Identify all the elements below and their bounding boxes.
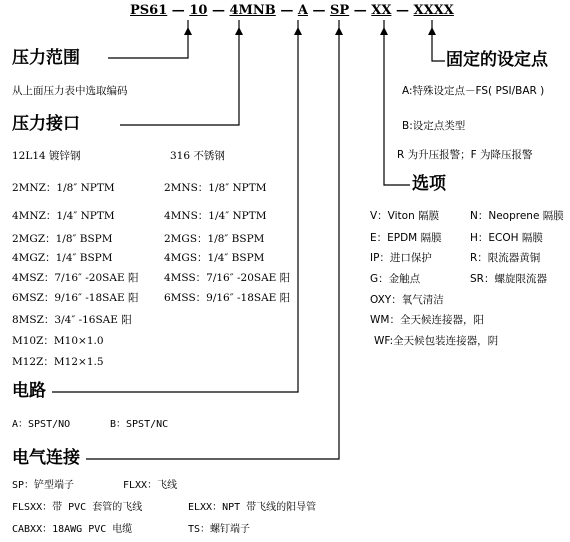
part-code: [130, 4, 454, 17]
arrow-pressure-range: [184, 27, 192, 35]
circuit-option-a: A：SPST/NO: [12, 419, 71, 430]
setpoint-heading: 固定的设定点: [446, 50, 548, 70]
pressure-port-col2-title: 316 不锈钢: [170, 150, 225, 162]
arrow-setpoint: [428, 27, 436, 35]
port-option: 2MNZ：1/8″ NPTM: [12, 182, 115, 194]
port-option: 4MSZ：7/16″ -20SAE 阳: [12, 272, 139, 284]
options-heading: 选项: [412, 174, 446, 194]
port-option: 4MGZ：1/4″ BSPM: [12, 252, 113, 264]
circuit-option-b: B：SPST/NC: [110, 419, 169, 430]
option-item: WM：全天候连接器，阳: [370, 314, 484, 326]
code-pressure-range: 10: [189, 3, 208, 18]
line-pressure-port: [120, 20, 239, 125]
pressure-range-heading: 压力范围: [12, 48, 80, 68]
option-item: OXY：氧气清洁: [370, 294, 444, 306]
code-sep: —: [280, 3, 294, 18]
code-sep: —: [353, 3, 367, 18]
option-item: E：EPDM 隔膜: [370, 232, 442, 244]
pressure-range-note: 从上面压力表中选取编码: [12, 85, 128, 97]
option-item: R：限流器黄铜: [470, 252, 541, 264]
port-option: M10Z：M10×1.0: [12, 335, 104, 347]
option-item: IP：进口保护: [370, 252, 432, 264]
electrical-option: FLSXX：带 PVC 套管的飞线: [12, 502, 143, 513]
line-pressure-range: [108, 20, 188, 58]
line-setpoint: [432, 20, 445, 61]
code-pressure-port: 4MNB: [229, 3, 276, 18]
code-electrical: SP: [330, 3, 350, 18]
port-option: 4MNZ：1/4″ NPTM: [12, 210, 115, 222]
code-sep: —: [211, 3, 225, 18]
port-option: 2MGZ：1/8″ BSPM: [12, 233, 113, 245]
arrow-electrical: [335, 27, 343, 35]
electrical-option: ELXX：NPT 带飞线的阳导管: [188, 502, 317, 513]
electrical-option: CABXX：18AWG PVC 电缆: [12, 524, 133, 535]
port-option: M12Z：M12×1.5: [12, 356, 104, 368]
option-item: G：金触点: [370, 273, 421, 285]
option-item: SR：螺旋限流器: [470, 273, 547, 285]
pressure-port-heading: 压力接口: [12, 114, 80, 134]
port-option: 4MNS：1/4″ NPTM: [164, 210, 267, 222]
arrow-options: [380, 27, 388, 35]
port-option: 2MNS：1/8″ NPTM: [164, 182, 267, 194]
setpoint-option-b: B:设定点类型: [402, 120, 466, 132]
option-item: WF:全天候包装连接器，阴: [374, 335, 499, 347]
port-option: 6MSZ：9/16″ -18SAE 阳: [12, 292, 139, 304]
arrow-pressure-port: [235, 27, 243, 35]
port-option: 2MGS：1/8″ BSPM: [164, 233, 265, 245]
option-item: V：Viton 隔膜: [370, 210, 440, 222]
port-option: 4MSS：7/16″ -20SAE 阳: [164, 272, 291, 284]
code-sep: —: [395, 3, 409, 18]
option-item: H：ECOH 隔膜: [470, 232, 543, 244]
pressure-port-col1-title: 12L14 镀锌钢: [12, 150, 81, 162]
setpoint-option-r: R 为升压报警；F 为降压报警: [397, 149, 533, 161]
port-option: 4MGS：1/4″ BSPM: [164, 252, 265, 264]
arrow-circuit: [294, 27, 302, 35]
code-sep: —: [171, 3, 185, 18]
electrical-option: SP：铲型端子: [12, 480, 75, 491]
electrical-option: TS：螺钉端子: [188, 524, 251, 535]
port-option: 6MSS：9/16″ -18SAE 阳: [164, 292, 291, 304]
option-item: N：Neoprene 隔膜: [470, 210, 564, 222]
circuit-heading: 电路: [12, 381, 46, 401]
code-setpoint: XXXX: [413, 3, 454, 18]
code-options: XX: [371, 3, 392, 18]
setpoint-option-a: A:特殊设定点－FS( PSI/BAR ): [402, 85, 545, 97]
code-series: PS61: [130, 3, 168, 18]
code-sep: —: [312, 3, 326, 18]
port-option: 8MSZ：3/4″ -16SAE 阳: [12, 314, 132, 326]
code-circuit: A: [297, 3, 308, 18]
electrical-heading: 电气连接: [12, 448, 80, 468]
electrical-option: FLXX：飞线: [123, 480, 178, 491]
